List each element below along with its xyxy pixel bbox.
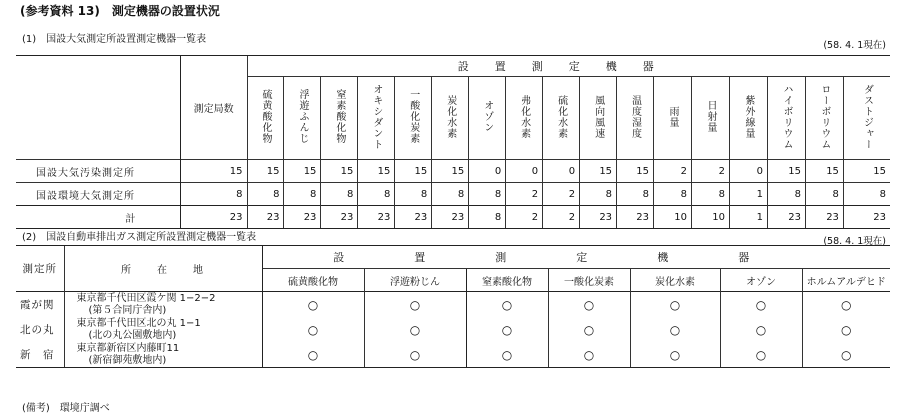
- table-cell: 23: [617, 206, 654, 229]
- table-cell: 8: [469, 206, 506, 229]
- column-header: 浮遊粉じん: [364, 269, 466, 292]
- table-cell: 8: [580, 183, 617, 206]
- column-header: [432, 77, 469, 160]
- column-header: 硫黄酸化物: [262, 269, 364, 292]
- table-cell: 15: [321, 160, 358, 183]
- installed-mark: ○: [364, 342, 466, 368]
- table-cell: 2: [506, 183, 543, 206]
- column-header: 一酸化炭素: [548, 269, 630, 292]
- installed-mark: ○: [720, 317, 802, 342]
- column-header: [580, 77, 617, 160]
- table-cell: 8: [247, 183, 284, 206]
- table-cell: 15: [843, 160, 890, 183]
- table-cell: 8: [395, 183, 432, 206]
- installed-mark: ○: [466, 317, 548, 342]
- column-header-label: オキシダント: [370, 83, 382, 150]
- installed-mark: ○: [802, 317, 890, 342]
- table-cell: 8: [469, 183, 506, 206]
- address-line: 東京都新宿区内藤町11: [76, 342, 180, 354]
- installed-mark: ○: [548, 317, 630, 342]
- row-label: 国設環境大気測定所: [16, 183, 180, 206]
- table-cell: 15: [247, 160, 284, 183]
- section2-date: (58. 4. 1現在): [823, 236, 886, 247]
- column-header: [321, 77, 358, 160]
- column-header-label: 紫外線量: [742, 94, 754, 139]
- installed-mark: ○: [802, 342, 890, 368]
- table-cell: 2: [691, 160, 729, 183]
- note: (備考) 環境庁調べ: [22, 403, 110, 414]
- column-header-label: 硫化水素: [555, 94, 567, 139]
- table-cell: 8: [617, 183, 654, 206]
- section1-date: (58. 4. 1現在): [823, 40, 886, 51]
- table-cell: 2: [543, 206, 580, 229]
- count-header: 測定局数: [180, 56, 247, 160]
- table-cell: 2: [506, 206, 543, 229]
- installed-mark: ○: [802, 292, 890, 318]
- table-cell: 1: [729, 206, 767, 229]
- station-header: 測定所: [16, 246, 64, 292]
- table-cell: 8: [654, 183, 692, 206]
- station-count: 15: [180, 160, 247, 183]
- table-cell: 8: [432, 183, 469, 206]
- table-cell: 10: [654, 206, 692, 229]
- column-header-label: 一酸化炭素: [407, 89, 419, 144]
- table-cell: 23: [321, 206, 358, 229]
- table-cell: 8: [767, 183, 805, 206]
- table-cell: 0: [543, 160, 580, 183]
- table-cell: 15: [617, 160, 654, 183]
- table-row: [16, 160, 890, 183]
- column-header: [691, 77, 729, 160]
- column-header: [358, 77, 395, 160]
- table-cell: 1: [729, 183, 767, 206]
- address-line: 東京都千代田区霞ケ関 1−2−2: [76, 292, 216, 304]
- table-cell: 23: [395, 206, 432, 229]
- table-cell: 23: [247, 206, 284, 229]
- row-label: 国設大気汚染測定所: [16, 160, 180, 183]
- station-name: 北の丸: [20, 324, 55, 336]
- installed-mark: ○: [262, 342, 364, 368]
- table-cell: 23: [580, 206, 617, 229]
- table-cell: 8: [321, 183, 358, 206]
- column-header: [654, 77, 692, 160]
- installed-mark: ○: [262, 292, 364, 318]
- column-header-label: 日射量: [704, 100, 716, 133]
- total-row: [16, 206, 890, 229]
- column-header: [395, 77, 432, 160]
- station-name: 新 宿: [16, 342, 64, 368]
- column-header-label: 温度湿度: [629, 94, 641, 139]
- table-cell: 8: [691, 183, 729, 206]
- table-1: [16, 55, 890, 229]
- table-cell: 0: [729, 160, 767, 183]
- installed-mark: ○: [720, 342, 802, 368]
- column-header: [469, 77, 506, 160]
- column-header-label: ダストジャー: [861, 83, 873, 150]
- installed-mark: ○: [630, 342, 720, 368]
- column-header: [284, 77, 321, 160]
- column-header: [843, 77, 890, 160]
- column-header-label: 雨量: [666, 105, 678, 128]
- section1-heading: (1) 国設大気測定所設置測定機器一覧表: [22, 34, 207, 45]
- equipment-group-header: 設置測定機器: [247, 56, 890, 77]
- address-note: (新宿御苑敷地内): [88, 354, 167, 366]
- station-address: [64, 292, 262, 318]
- table-row: [16, 342, 890, 368]
- table-cell: 23: [843, 206, 890, 229]
- installed-mark: ○: [466, 292, 548, 318]
- station-name: 霞が関: [16, 292, 64, 318]
- address-line: 東京都千代田区北の丸 1−1: [76, 317, 201, 329]
- installed-mark: ○: [466, 342, 548, 368]
- address-note: (北の丸公園敷地内): [88, 329, 177, 341]
- column-header: [247, 77, 284, 160]
- table-cell: 23: [284, 206, 321, 229]
- installed-mark: ○: [262, 317, 364, 342]
- installed-mark: ○: [630, 292, 720, 318]
- column-header: 炭化水素: [630, 269, 720, 292]
- table-row: [16, 183, 890, 206]
- table-cell: 10: [691, 206, 729, 229]
- section2-heading: (2) 国設自動車排出ガス測定所設置測定機器一覧表: [22, 232, 257, 243]
- table-cell: 15: [395, 160, 432, 183]
- column-header-label: オゾン: [481, 100, 493, 133]
- column-header-label: 窒素酸化物: [333, 89, 345, 144]
- installed-mark: ○: [364, 317, 466, 342]
- table-cell: 8: [805, 183, 843, 206]
- installed-mark: ○: [548, 292, 630, 318]
- table-row: [16, 292, 890, 318]
- table-cell: 23: [358, 206, 395, 229]
- table-cell: 8: [358, 183, 395, 206]
- table-cell: 0: [469, 160, 506, 183]
- table-2: [16, 245, 890, 368]
- table-cell: 15: [805, 160, 843, 183]
- table-cell: 15: [284, 160, 321, 183]
- column-header: [506, 77, 543, 160]
- installed-mark: ○: [364, 292, 466, 318]
- table-cell: 23: [432, 206, 469, 229]
- address-note: (第５合同庁舎内): [88, 304, 167, 316]
- column-header: [617, 77, 654, 160]
- installed-mark: ○: [548, 342, 630, 368]
- column-header-label: 炭化水素: [444, 94, 456, 139]
- table-cell: 8: [284, 183, 321, 206]
- column-header-label: 浮遊ふんじ: [296, 89, 308, 144]
- table-cell: 15: [358, 160, 395, 183]
- column-header-label: ハイボリウム: [780, 83, 792, 150]
- table-cell: 15: [580, 160, 617, 183]
- installed-mark: ○: [720, 292, 802, 318]
- column-header: オゾン: [720, 269, 802, 292]
- equipment-group-header: 設置測定機器: [262, 246, 890, 269]
- column-header: [805, 77, 843, 160]
- station-address: [64, 317, 262, 342]
- column-header: [729, 77, 767, 160]
- column-header-label: 弗化水素: [518, 94, 530, 139]
- table1-corner: [16, 56, 180, 160]
- table-cell: 0: [506, 160, 543, 183]
- station-count: 8: [180, 183, 247, 206]
- column-header: [543, 77, 580, 160]
- column-header: [767, 77, 805, 160]
- installed-mark: ○: [630, 317, 720, 342]
- column-header: ホルムアルデヒド: [802, 269, 890, 292]
- station-address: [64, 342, 262, 368]
- address-header: 所 在 地: [64, 246, 262, 292]
- column-header: 窒素酸化物: [466, 269, 548, 292]
- table-cell: 23: [767, 206, 805, 229]
- column-header-label: 風向風速: [592, 94, 604, 139]
- table-cell: 23: [805, 206, 843, 229]
- column-header-label: ローボリウム: [818, 83, 830, 150]
- table-cell: 15: [767, 160, 805, 183]
- row-label: 計: [16, 206, 180, 229]
- table-cell: 2: [654, 160, 692, 183]
- column-header-label: 硫黄酸化物: [259, 89, 271, 144]
- table-cell: 8: [843, 183, 890, 206]
- table-cell: 15: [432, 160, 469, 183]
- table-row: [16, 317, 890, 342]
- table-cell: 2: [543, 183, 580, 206]
- page-title: (参考資料 13) 測定機器の設置状況: [20, 4, 220, 18]
- station-count: 23: [180, 206, 247, 229]
